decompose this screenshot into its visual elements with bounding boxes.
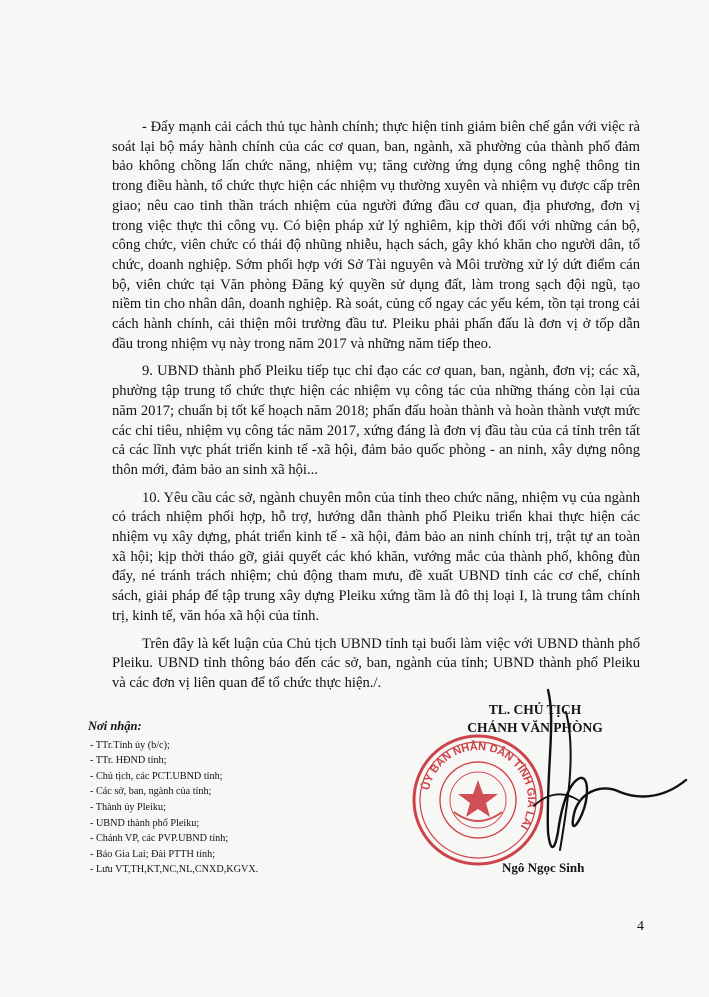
recipient-item: - TTr.Tỉnh ủy (b/c); bbox=[90, 739, 170, 751]
paragraph-conclusion: Trên đây là kết luận của Chủ tịch UBND tỉnh tại buổi làm việc với UBND thành phố Pleiku. UBND tỉnh thông báo đến các sở, ban, ngành của tỉnh; UBND thành phố Pleiku và các đơn vị liên quan để tổ chức thực hiện./. bbox=[112, 635, 640, 691]
recipient-item: - Chủ tịch, các PCT.UBND tỉnh; bbox=[90, 770, 223, 782]
recipient-item: - Các sở, ban, ngành của tỉnh; bbox=[90, 786, 212, 798]
recipients-title: Nơi nhận: bbox=[88, 719, 142, 733]
recipient-item: - Báo Gia Lai; Đài PTTH tỉnh; bbox=[90, 848, 216, 860]
paragraph-9: 9. UBND thành phố Pleiku tiếp tục chỉ đạo các cơ quan, ban, ngành, đơn vị; các xã, phường tập trung tổ chức thực hiện các nhiệm vụ công tác của những tháng còn lại của năm 2017; chuẩn bị tốt kế hoạch năm 2018; phấn đấu hoàn thành và hoàn thành vượt mức các chỉ tiêu, nhiệm vụ công tác năm 2017, xứng đáng là đơn vị đầu tàu của cả tỉnh trên tất cả các lĩnh vực phát triển kinh tế -xã hội, đảm bảo quốc phòng - an ninh, xây dựng nông thôn mới, đảm bảo an sinh xã hội... bbox=[112, 363, 640, 478]
recipient-item: - Chánh VP, các PVP.UBND tỉnh; bbox=[90, 833, 229, 845]
signature-position: CHÁNH VĂN PHÒNG bbox=[467, 720, 603, 735]
recipient-item: - Lưu VT,TH,KT,NC,NL,CNXD,KGVX. bbox=[90, 864, 259, 876]
signature-title: TL. CHỦ TỊCH bbox=[488, 702, 582, 717]
recipients-list bbox=[88, 738, 388, 878]
recipient-item: - UBND thành phố Pleiku; bbox=[90, 817, 200, 829]
page-number: 4 bbox=[637, 919, 644, 934]
body-text bbox=[112, 118, 640, 702]
recipient-item: - Thành ủy Pleiku; bbox=[90, 801, 166, 813]
stamp-text: ỦY BAN NHÂN DÂN TỈNH GIA LAI bbox=[420, 740, 538, 832]
recipients-block bbox=[88, 719, 388, 878]
signature-block bbox=[420, 702, 650, 882]
paragraph-admin-reform: - Đẩy mạnh cải cách thủ tục hành chính; thực hiện tinh giảm biên chế gắn với việc rà soát lại bộ máy hành chính của các cơ quan, ban, ngành, xã phường của thành phố đảm bảo không chồng lấn chức năng, nhiệm vụ; tăng cường ứng dụng công nghệ thông tin trong điều hành, tổ chức thực hiện các nhiệm vụ thường xuyên và nhiệm vụ được cấp trên giao; nêu cao tinh thần trách nhiệm của người đứng đầu cơ quan, địa phương, đơn vị trong việc thực thi công vụ. Có biện pháp xử lý nghiêm, kịp thời đối với những cán bộ, công chức, viên chức có thái độ nhũng nhiễu, hạch sách, gây khó khăn cho người dân, tổ chức, doanh nghiệp. Sớm phối hợp với Sở Tài nguyên và Môi trường xử lý dứt điểm cán bộ, viên chức tại Văn phòng Đăng ký quyền sử dụng đất, làm trong sạch đội ngũ, tạo niềm tin cho nhân dân, doanh nghiệp. Rà soát, củng cố ngay các yếu kém, tồn tại trong cải cách hành chính, cải thiện môi trường đầu tư. Pleiku phải phấn đấu là đơn vị ở tốp dẫn đầu trong nhiệm vụ này trong năm 2017 và những năm tiếp theo. bbox=[112, 119, 640, 352]
signer-name: Ngô Ngọc Sinh bbox=[502, 860, 585, 875]
recipient-item: - TTr. HĐND tỉnh; bbox=[90, 755, 167, 767]
paragraph-10: 10. Yêu cầu các sở, ngành chuyên môn của tỉnh theo chức năng, nhiệm vụ của ngành có trách nhiệm phối hợp, hỗ trợ, hướng dẫn thành phố Pleiku triển khai thực hiện các nhiệm vụ xây dựng, phát triển kinh tế - xã hội, đảm bảo an ninh chính trị, trật tự an toàn xã hội; kịp thời tháo gỡ, giải quyết các khó khăn, vướng mắc của thành phố, không đùn đẩy, né tránh trách nhiệm; chủ động tham mưu, đề xuất UBND tỉnh các cơ chế, chính sách, giải pháp để tập trung xây dựng Pleiku xứng tầm là đô thị loại I, là trung tâm chính trị, kinh tế, văn hóa xã hội của tỉnh. bbox=[112, 489, 640, 624]
